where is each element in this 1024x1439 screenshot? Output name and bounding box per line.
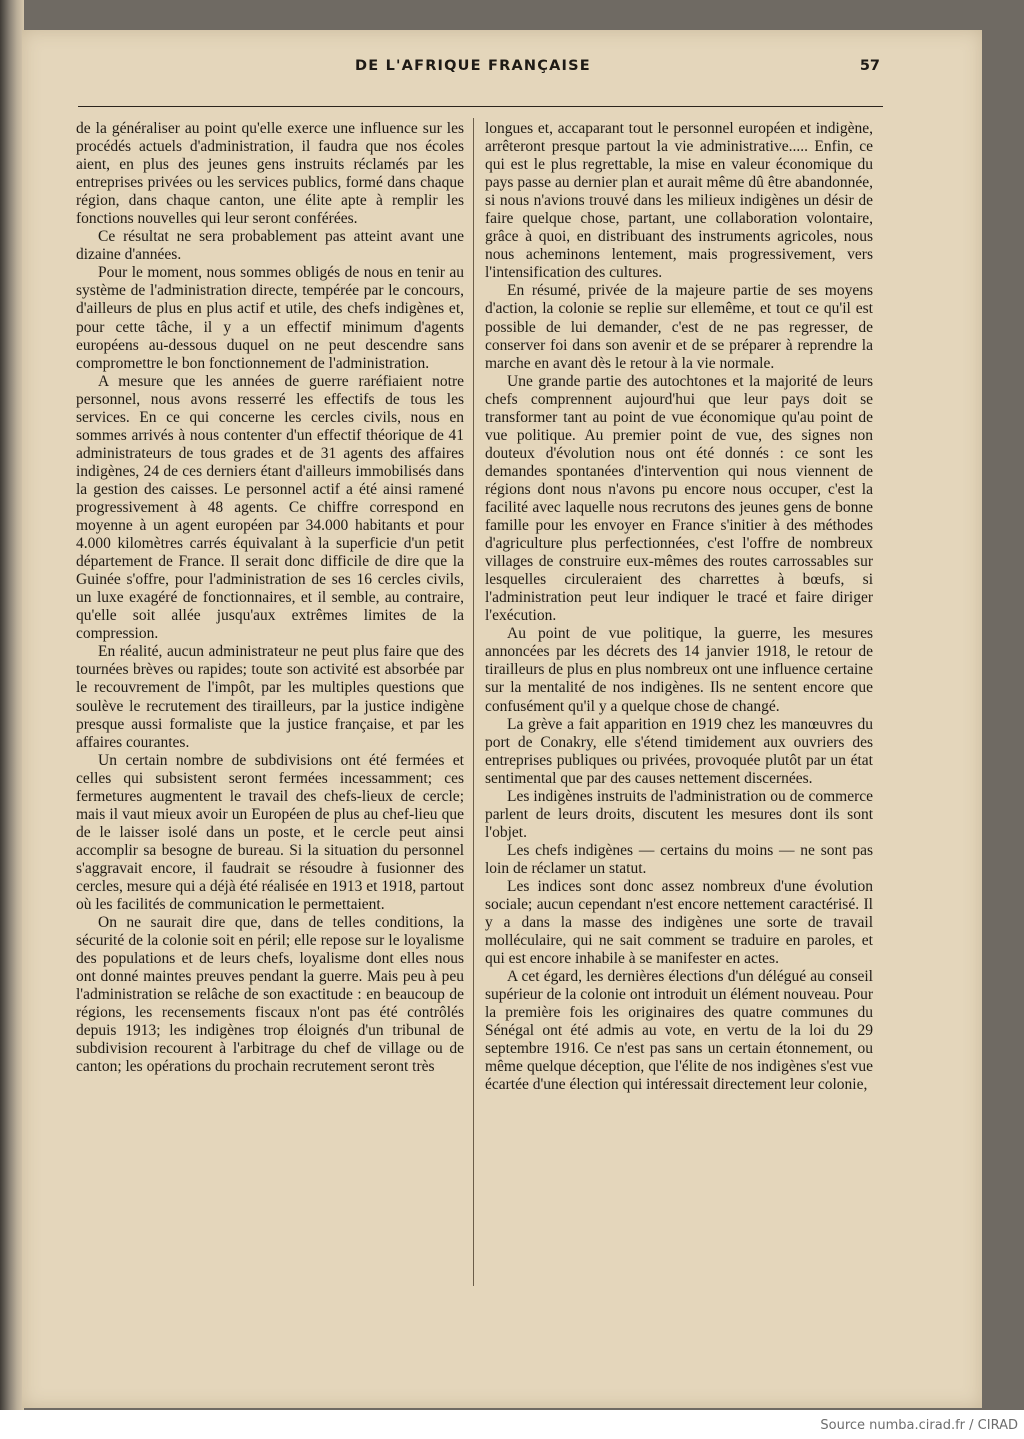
paragraph: Au point de vue politique, la guerre, les mesures annoncées par les décrets des 14 janvier 1918, le retour de tirailleurs de plus en plus nombreux ont une influence certaine sur la mentalité de nos indigènes. Ils ne sentent encore que confusément qu'il y a quelque chose de changé. [485,625,873,715]
paragraph: Un certain nombre de subdivisions ont été fermées et celles qui subsistent seront fermées incessamment; ces fermetures augmentent le travail des chefs-lieux de cercle; mais il vaut mieux avoir un Européen de plus au chef-lieu que de le laisser isolé dans un poste, et le cercle peut ainsi accomplir sa besogne de bureau. Si la situation du personnel s'aggravait encore, il faudrait se résoudre à fusionner des cercles, mesure qui a déjà été réalisée en 1913 et 1918, partout où les facilités de communication le permettaient. [76,751,464,914]
running-title: DE L'AFRIQUE FRANÇAISE [355,58,591,74]
header-rule [78,106,883,107]
book-spine-edge [0,0,24,1410]
paragraph: Les indigènes instruits de l'administration ou de commerce parlent de leurs droits, discutent les mesures dont ils sont l'objet. [485,787,873,841]
source-credit: Source numba.cirad.fr / CIRAD [820,1418,1018,1433]
page-header [60,56,880,82]
paragraph: A cet égard, les dernières élections d'un délégué au conseil supérieur de la colonie ont introduit un élément nouveau. Pour la première fois les originaires des quatre communes du Sénégal ont été admis au vote, en vertu de la loi du 29 septembre 1916. Ce n'est pas sans un certain étonnement, ou même quelque déception, que l'élite de nos indigènes s'est vue écartée d'une élection qui intéressait directement leur colonie, [485,968,873,1094]
paragraph: Les indices sont donc assez nombreux d'une évolution sociale; aucun cependant n'est encore nettement caractérisé. Il y a dans la masse des indigènes une sorte de travail molléculaire, qui ne sait comment se traduire en paroles, et qui est encore inhabile à se manifester en actes. [485,877,873,968]
column-divider [473,118,474,1286]
paragraph: La grève a fait apparition en 1919 chez les manœuvres du port de Conakry, elle s'étend timidement aux ouvriers des entreprises publiques ou privées, provoquée plutôt par un état sentimental que par des causes nettement discernées. [485,715,873,787]
paragraph: de la généraliser au point qu'elle exerce une influence sur les procédés actuels d'administration, il faudra que nos écoles aient, en plus des jeunes gens instruits réclamés par les entreprises privées ou les services publics, formé dans chaque région, dans chaque canton, une élite apte à remplir les fonctions nouvelles qui leur seront conférées. [76,120,464,228]
right-column [485,120,873,1285]
paragraph: A mesure que les années de guerre raréfiaient notre personnel, nous avons resserré les effectifs de tous les services. En ce qui concerne les cercles civils, nous en sommes arrivés à nous contenter d'un effectif théorique de 41 administrateurs de tous grades et de 31 agents des affaires indigènes, 24 de ces derniers étant d'ailleurs immobilisés dans la gestion des caisses. Le personnel actif a été ainsi ramené progressivement à 48 agents. Ce chiffre correspond en moyenne à un agent européen par 34.000 habitants et pour 4.000 kilomètres carrés équivalant à la superficie d'un petit département de France. Il serait donc difficile de dire que la Guinée s'offre, pour l'administration de ses 16 cercles civils, un luxe exagéré de fonctionnaires, et il semble, au contraire, qu'elle soit allée jusqu'aux extrêmes limites de la compression. [76,372,464,643]
paragraph: Pour le moment, nous sommes obligés de nous en tenir au système de l'administration directe, tempérée par le concours, d'ailleurs de plus en plus actif et utile, des chefs indigènes et, pour cette tâche, il y a un effectif minimum d'agents européens au-dessous duquel on ne peut descendre sans compromettre le bon fonctionnement de l'administration. [76,264,464,372]
paragraph: longues et, accaparant tout le personnel européen et indigène, arrêteront presque partout la vie administrative..... Enfin, ce qui est le plus regrettable, la mise en valeur économique du pays passe au dernier plan et aurait même dû être abandonnée, si nous n'avions trouvé dans les milieux indigènes un désir de faire quelque chose, partant, une collaboration volontaire, grâce à quoi, en distribuant des instruments agricoles, nous nous acheminons lentement, mais progressivement, vers l'intensification des cultures. [485,120,873,282]
page-number: 57 [859,58,880,74]
left-column [76,120,464,1285]
paragraph: Une grande partie des autochtones et la majorité de leurs chefs comprennent aujourd'hui que leur pays doit se transformer tant au point de vue économique qu'au point de vue politique. Au premier point de vue, des signes non douteux d'évolution nous ont été donnés : ce sont les demandes spontanées d'intervention qui nous viennent de régions dont nous n'avons pu encore nous occuper, c'est la facilité avec laquelle nous recrutons des jeunes gens de bonne famille pour les envoyer en France s'initier à des méthodes d'agriculture plus perfectionnées, c'est l'offre de nombreux villages de construire eux-mêmes des routes carrossables sur lesquelles circuleraient des charrettes à bœufs, si l'administration peut leur indiquer le tracé et faire diriger l'exécution. [485,372,873,625]
paragraph: En réalité, aucun administrateur ne peut plus faire que des tournées brèves ou rapides; toute son activité est absorbée par le recouvrement de l'impôt, par les multiples questions que soulève le recrutement des tirailleurs, par la justice indigène presque aussi formaliste que la justice française, et par les affaires courantes. [76,643,464,751]
paragraph: Les chefs indigènes — certains du moins — ne sont pas loin de réclamer un statut. [485,841,873,877]
paragraph: Ce résultat ne sera probablement pas atteint avant une dizaine d'années. [76,228,464,264]
paragraph: On ne saurait dire que, dans de telles conditions, la sécurité de la colonie soit en péril; elle repose sur le loyalisme des populations et de leurs chefs, loyalisme dont elles nous ont donné maintes preuves pendant la guerre. Mais peu à peu l'administration se relâche de son exactitude : en beaucoup de régions, les recensements fiscaux n'ont pas été contrôlés depuis 1913; les indigènes trop éloignés d'un tribunal de subdivision recourent à l'arbitrage du chef de village ou de canton; les opérations du prochain recrutement seront très [76,914,464,1076]
paragraph: En résumé, privée de la majeure partie de ses moyens d'action, la colonie se replie sur ellemême, et tout ce qu'il est possible de lui demander, c'est de ne pas regresser, de conserver foi dans son avenir et de se préparer à reprendre la marche en avant dès le retour à la vie normale. [485,282,873,372]
